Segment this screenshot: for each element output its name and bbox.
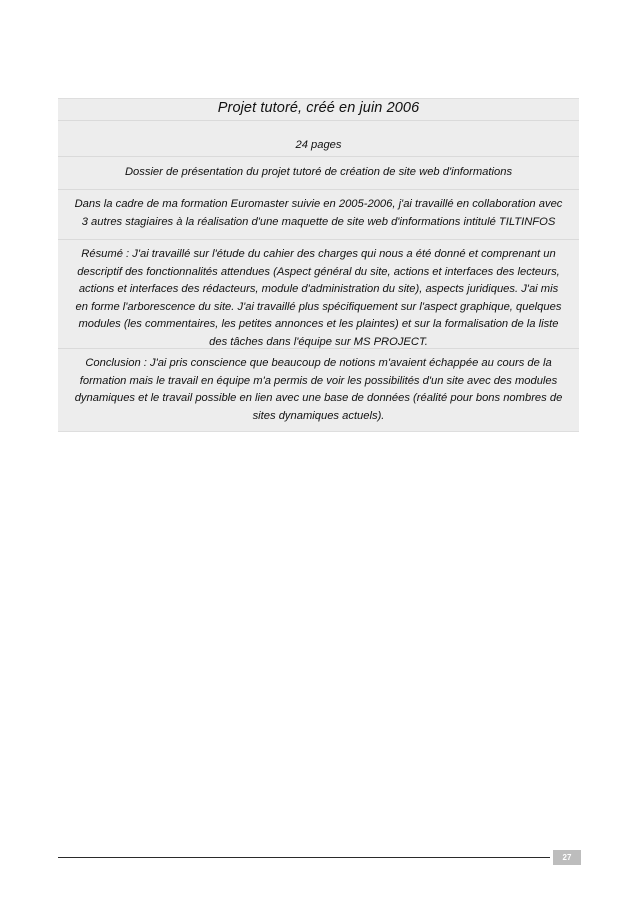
conclusion-paragraph	[58, 355, 579, 425]
footer-rule	[58, 857, 550, 858]
page-count: 24 pages	[295, 139, 342, 151]
row-divider	[58, 120, 579, 121]
row-divider	[58, 239, 579, 240]
paragraph-line: sites dynamiques actuels).	[252, 409, 385, 422]
row-divider	[58, 156, 579, 157]
paragraph-line: des tâches dans l'équipe sur MS PROJECT.	[209, 335, 428, 348]
context-paragraph	[58, 196, 579, 231]
paragraph-line: 3 autres stagiaires à la réalisation d'une maquette de site web d'informations intitulé TILTINFOS	[81, 215, 556, 228]
paragraph-line: dynamiques et le travail possible en lien avec une base de données (réalité pour bons nombres de	[74, 392, 563, 404]
paragraph-line: actions et interfaces des rédacteurs, module d'administration du site), aspects juridiques. J'ai mis	[78, 283, 559, 295]
summary-paragraph	[58, 246, 579, 351]
paragraph-line: formation mais le travail en équipe m'a permis de voir les possibilités d'un site avec des modules	[79, 374, 558, 387]
paragraph-line: Conclusion : J'ai pris conscience que beaucoup de notions m'avaient échappée au cours de la	[85, 357, 552, 369]
paragraph-line: descriptif des fonctionnalités attendues (Aspect général du site, actions et interfaces des lecteurs,	[77, 265, 560, 278]
row-divider	[58, 348, 579, 349]
dossier-description: Dossier de présentation du projet tutoré de création de site web d'informations	[124, 166, 513, 178]
paragraph-line: Résumé : J'ai travaillé sur l'étude du cahier des charges qui nous a été donné et comprenant un	[81, 248, 556, 260]
project-summary-box	[58, 98, 579, 432]
paragraph-line: en forme l'arborescence du site. J'ai travaillé plus spécifiquement sur l'aspect graphique, quelques	[75, 300, 562, 313]
paragraph-line: modules (les commentaires, les petites annonces et les plaintes) et sur la formalisation de la liste	[78, 318, 559, 330]
project-title: Projet tutoré, créé en juin 2006	[217, 100, 420, 116]
page-number: 27	[553, 850, 581, 865]
paragraph-line: Dans la cadre de ma formation Euromaster suivie en 2005-2006, j'ai travaillé en collaboration avec	[74, 198, 563, 210]
row-divider	[58, 189, 579, 190]
